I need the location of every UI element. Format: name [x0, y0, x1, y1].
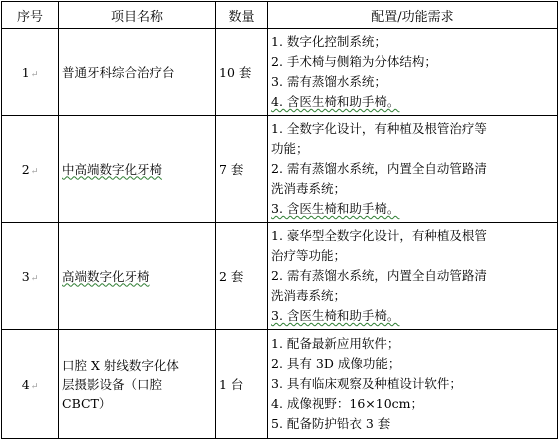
requirement-line: 3. 具有临床观察及种植设计软件；	[271, 376, 462, 391]
requirements-cell	[268, 330, 558, 439]
table-row	[2, 330, 558, 439]
paragraph-mark: ↵	[30, 273, 39, 284]
header-row	[2, 2, 558, 29]
item-name: 高端数字化牙椅	[62, 268, 150, 284]
requirement-line: 3. 需有蒸馏水系统；	[271, 74, 387, 89]
requirement-line: 2. 手术椅与侧箱为分体结构；	[271, 54, 437, 69]
table-row	[2, 223, 558, 330]
item-name-line: 口腔 X 射线数字化体	[62, 357, 179, 373]
paragraph-mark: ↵	[30, 69, 39, 80]
header-qty: 数量	[216, 2, 268, 29]
table-row	[2, 29, 558, 116]
table-row	[2, 116, 558, 223]
item-name-cell	[59, 223, 216, 330]
row-number-cell	[2, 330, 59, 439]
requirement-line: 4. 成像视野：16×10cm；	[271, 396, 424, 411]
requirement-line: 3. 含医生椅和助手椅。	[271, 308, 400, 323]
quantity: 10 套	[219, 65, 252, 80]
row-number-cell	[2, 223, 59, 330]
requirement-line: 1. 全数字化设计，有种植及根管治疗等	[271, 121, 487, 136]
requirement-line: 2. 具有 3D 成像功能；	[271, 356, 401, 371]
requirement-line: 4. 含医生椅和助手椅。	[271, 94, 400, 109]
item-name: 中高端数字化牙椅	[62, 161, 163, 177]
quantity: 7 套	[219, 162, 244, 177]
requirements-cell	[268, 223, 558, 330]
row-number: 3	[21, 268, 30, 284]
header-requirements: 配置/功能需求	[268, 2, 558, 29]
requirement-line: 2. 需有蒸馏水系统，内置全自动管路清	[271, 268, 487, 283]
item-name-cell	[59, 116, 216, 223]
row-number-cell	[2, 116, 59, 223]
requirements-table	[1, 1, 558, 439]
requirement-line: 1. 数字化控制系统；	[271, 34, 387, 49]
requirements-cell	[268, 116, 558, 223]
item-name-line: 层摄影设备（口腔	[62, 376, 163, 392]
quantity: 1 台	[219, 377, 244, 392]
paragraph-mark: ↵	[30, 381, 39, 392]
quantity-cell	[216, 223, 268, 330]
quantity-cell	[216, 116, 268, 223]
item-name-cell	[59, 29, 216, 116]
requirement-line: 1. 配备最新应用软件；	[271, 336, 400, 351]
row-number-cell	[2, 29, 59, 116]
requirement-line: 3. 含医生椅和助手椅。	[271, 201, 400, 216]
requirement-line: 5. 配备防护铅衣 3 套	[271, 416, 391, 431]
requirement-line: 2. 需有蒸馏水系统，内置全自动管路清	[271, 161, 487, 176]
quantity-cell	[216, 29, 268, 116]
header-no: 序号	[2, 2, 59, 29]
quantity: 2 套	[219, 269, 244, 284]
requirement-line: 洗消毒系统；	[271, 288, 347, 303]
row-number: 1	[21, 64, 30, 80]
row-number: 4	[21, 376, 30, 392]
item-name-line: CBCT）	[62, 395, 112, 411]
item-name: 普通牙科综合治疗台	[62, 64, 175, 80]
header-name: 项目名称	[59, 2, 216, 29]
requirement-line: 功能；	[271, 141, 309, 156]
requirement-line: 洗消毒系统；	[271, 181, 347, 196]
quantity-cell	[216, 330, 268, 439]
requirement-line: 1. 豪华型全数字化设计，有种植及根管	[271, 228, 487, 243]
paragraph-mark: ↵	[30, 166, 39, 177]
row-number: 2	[21, 161, 30, 177]
requirement-line: 治疗等功能；	[271, 248, 347, 263]
item-name-cell	[59, 330, 216, 439]
requirements-cell	[268, 29, 558, 116]
